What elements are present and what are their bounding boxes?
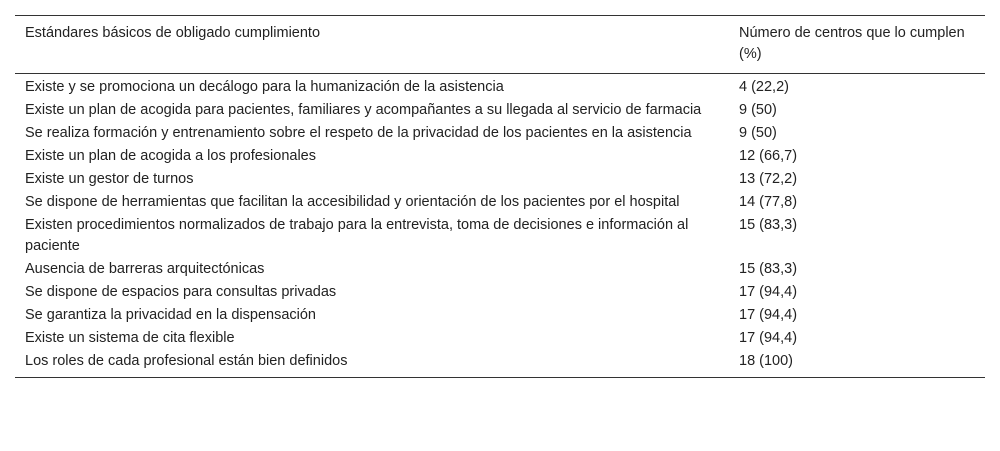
standard-cell: Se dispone de herramientas que facilitan la accesibilidad y orientación de los pacientes por el hospital <box>25 194 680 210</box>
standard-cell: Existen procedimientos normalizados de trabajo para la entrevista, toma de decisiones e información al paciente <box>25 217 689 254</box>
table-row <box>15 304 985 327</box>
table-row <box>15 281 985 304</box>
standard-cell: Existe un plan de acogida a los profesionales <box>25 148 316 164</box>
value-cell: 15 (83,3) <box>739 217 798 233</box>
standard-cell: Se garantiza la privacidad en la dispensación <box>25 307 316 323</box>
value-cell: 14 (77,8) <box>739 194 798 210</box>
standard-cell: Existe un gestor de turnos <box>25 171 194 187</box>
table-row <box>15 258 985 281</box>
standards-table <box>15 15 985 378</box>
standard-cell: Se dispone de espacios para consultas privadas <box>25 284 337 300</box>
standard-cell: Existe un plan de acogida para pacientes, familiares y acompañantes a su llegada al servicio de farmacia <box>25 102 702 118</box>
table-row <box>15 145 985 168</box>
value-cell: 13 (72,2) <box>739 171 798 187</box>
table-row <box>15 74 985 100</box>
table-body <box>15 74 985 378</box>
value-cell: 9 (50) <box>739 102 777 118</box>
value-cell: 15 (83,3) <box>739 261 798 277</box>
header-standard: Estándares básicos de obligado cumplimiento <box>25 25 321 41</box>
value-cell: 17 (94,4) <box>739 330 798 346</box>
table-row <box>15 168 985 191</box>
table-row <box>15 327 985 350</box>
table-row <box>15 214 985 258</box>
standard-cell: Ausencia de barreras arquitectónicas <box>25 261 265 277</box>
table-row <box>15 191 985 214</box>
standard-cell: Los roles de cada profesional están bien definidos <box>25 353 348 369</box>
standard-cell: Existe un sistema de cita flexible <box>25 330 235 346</box>
table-row <box>15 350 985 378</box>
value-cell: 4 (22,2) <box>739 79 789 95</box>
standard-cell: Se realiza formación y entrenamiento sobre el respeto de la privacidad de los pacientes en la asistencia <box>25 125 692 141</box>
table-row <box>15 99 985 122</box>
header-row <box>15 16 985 74</box>
table-header <box>15 16 985 74</box>
standards-table-container <box>15 15 985 378</box>
header-centers-count: Número de centros que lo cumplen (%) <box>739 25 965 62</box>
value-cell: 18 (100) <box>739 353 794 369</box>
value-cell: 9 (50) <box>739 125 777 141</box>
value-cell: 17 (94,4) <box>739 307 798 323</box>
table-row <box>15 122 985 145</box>
value-cell: 12 (66,7) <box>739 148 798 164</box>
value-cell: 17 (94,4) <box>739 284 798 300</box>
standard-cell: Existe y se promociona un decálogo para la humanización de la asistencia <box>25 79 504 95</box>
